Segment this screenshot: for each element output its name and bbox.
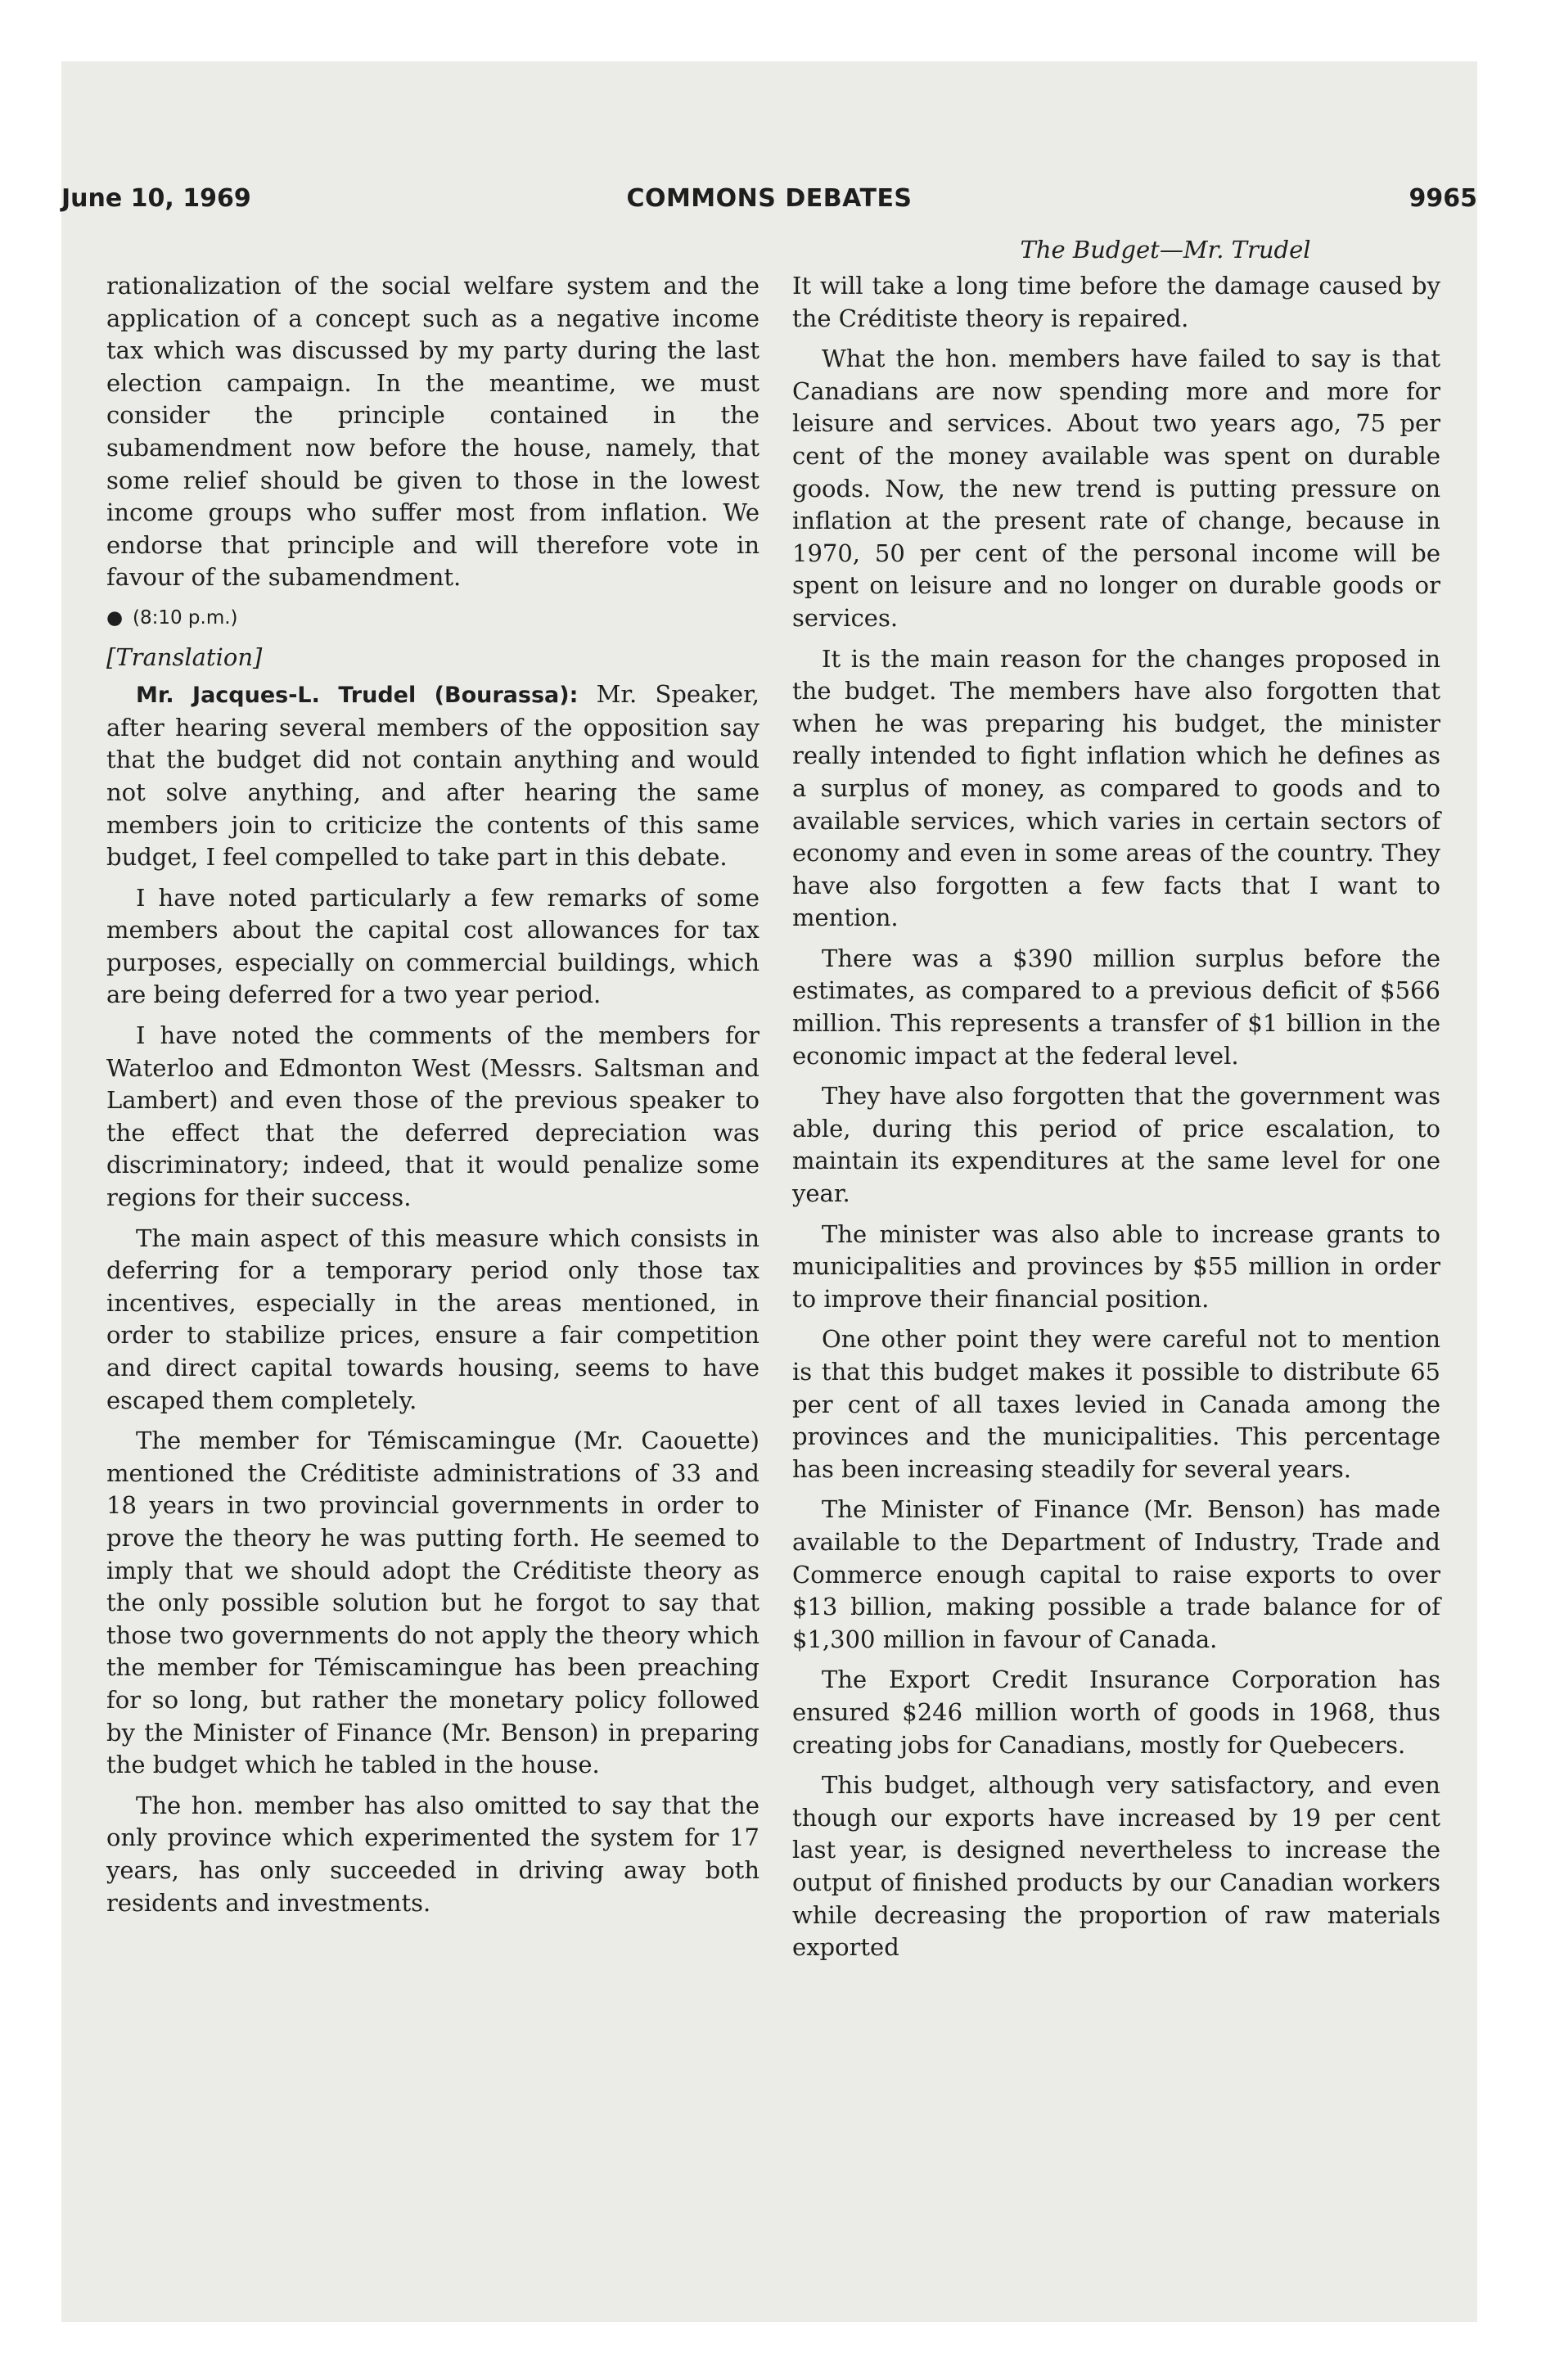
paragraph: It is the main reason for the changes proposed in the budget. The members have also forgotten that when he was preparing his budget, the minister really intended to fight inflation which he defines as a surplus of money, as compared to goods and to available services, which varies in certain sectors of economy and even in some areas of the country. They have also forgotten a few facts that I want to mention. [792, 644, 1440, 932]
paragraph: There was a $390 million surplus before the estimates, as compared to a previous deficit of $566 million. This represents a transfer of $1 billion in the economic impact at the federal level. [792, 944, 1440, 1070]
page [61, 61, 1477, 2322]
paragraph: I have noted particularly a few remarks of some members about the capital cost allowances for tax purposes, especially on commercial buildings, which are being deferred for a two year period. [106, 883, 759, 1009]
running-head [61, 184, 1477, 222]
paragraph: I have noted the comments of the members for Waterloo and Edmonton West (Messrs. Saltsman and Lambert) and even those of the previous speaker to the effect that the deferred depreciation was discriminatory; indeed, that it would penalize some regions for their success. [106, 1021, 759, 1212]
paragraph: The Minister of Finance (Mr. Benson) has made available to the Department of Industry, Trade and Commerce enough capital to raise exports to over $13 billion, making possible a trade balance for of $1,300 million in favour of Canada. [792, 1495, 1440, 1653]
paragraph: It will take a long time before the damage caused by the Créditiste theory is repaired. [792, 272, 1440, 332]
paragraph: The hon. member has also omitted to say that the only province which experimented the system for 17 years, has only succeeded in driving away both residents and investments. [106, 1791, 759, 1917]
header-date: June 10, 1969 [61, 184, 251, 213]
time-mark-text: (8:10 p.m.) [133, 606, 238, 629]
header-title: COMMONS DEBATES [626, 184, 913, 213]
paragraph: This budget, although very satisfactory, and even though our exports have increased by 19 per cent last year, is designed nevertheless to increase the output of finished products by our Canadian workers while decreasing the proportion of raw materials exported [792, 1771, 1440, 1962]
section-subhead: The Budget—Mr. Trudel [1020, 236, 1311, 264]
speaker-paragraph [106, 678, 759, 874]
translation-label: [Translation] [106, 642, 263, 671]
paragraph: They have also forgotten that the government was able, during this period of price escalation, to maintain its expenditures at the same level for one year. [792, 1082, 1440, 1208]
bullet-icon: ● [106, 606, 124, 629]
paragraph: rationalization of the social welfare system and the application of a concept such as a negative income tax which was discussed by my party during the last election campaign. In the meantime, we must consider the principle contained in the subamendment now before the house, namely, that some relief should be given to those in the lowest income groups who suffer most from inflation. We endorse that principle and will therefore vote in favour of the subamendment. [106, 272, 759, 592]
paragraph: The member for Témiscamingue (Mr. Caouette) mentioned the Créditiste administrations of 33 and 18 years in two provincial governments in order to prove the theory he was putting forth. He seemed to imply that we should adopt the Créditiste theory as the only possible solution but he forgot to say that those two governments do not apply the theory which the member for Témiscamingue has been preaching for so long, but rather the monetary policy followed by the Minister of Finance (Mr. Benson) in preparing the budget which he tabled in the house. [106, 1427, 759, 1779]
speaker-name: Mr. Jacques-L. Trudel (Bourassa): [136, 683, 579, 709]
paragraph: What the hon. members have failed to say is that Canadians are now spending more and more for leisure and services. About two years ago, 75 per cent of the money available was spent on durable goods. Now, the new trend is putting pressure on inflation at the present rate of change, because in 1970, 50 per cent of the personal income will be spent on leisure and no longer on durable goods or services. [792, 345, 1440, 632]
paragraph: The minister was also able to increase grants to municipalities and provinces by $55 million in order to improve their financial position. [792, 1219, 1440, 1313]
time-mark [106, 602, 759, 635]
right-column [792, 270, 1440, 1972]
speaker-text: Mr. Speaker, after hearing several members of the opposition say that the budget did not contain anything and would not solve anything, and after hearing the same members join to criticize the contents of this same budget, I feel compelled to take part in this debate. [106, 680, 759, 872]
paragraph: The main aspect of this measure which consists in deferring for a temporary period only those tax incentives, especially in the areas mentioned, in order to stabilize prices, ensure a fair competition and direct capital towards housing, seems to have escaped them completely. [106, 1224, 759, 1414]
left-column [106, 270, 759, 1927]
paragraph: One other point they were careful not to mention is that this budget makes it possible to distribute 65 per cent of all taxes levied in Canada among the provinces and the municipalities. This percentage has been increasing steadily for several years. [792, 1325, 1440, 1483]
paragraph: The Export Credit Insurance Corporation has ensured $246 million worth of goods in 1968, thus creating jobs for Canadians, mostly for Quebecers. [792, 1666, 1440, 1759]
header-page-number: 9965 [1409, 184, 1477, 213]
